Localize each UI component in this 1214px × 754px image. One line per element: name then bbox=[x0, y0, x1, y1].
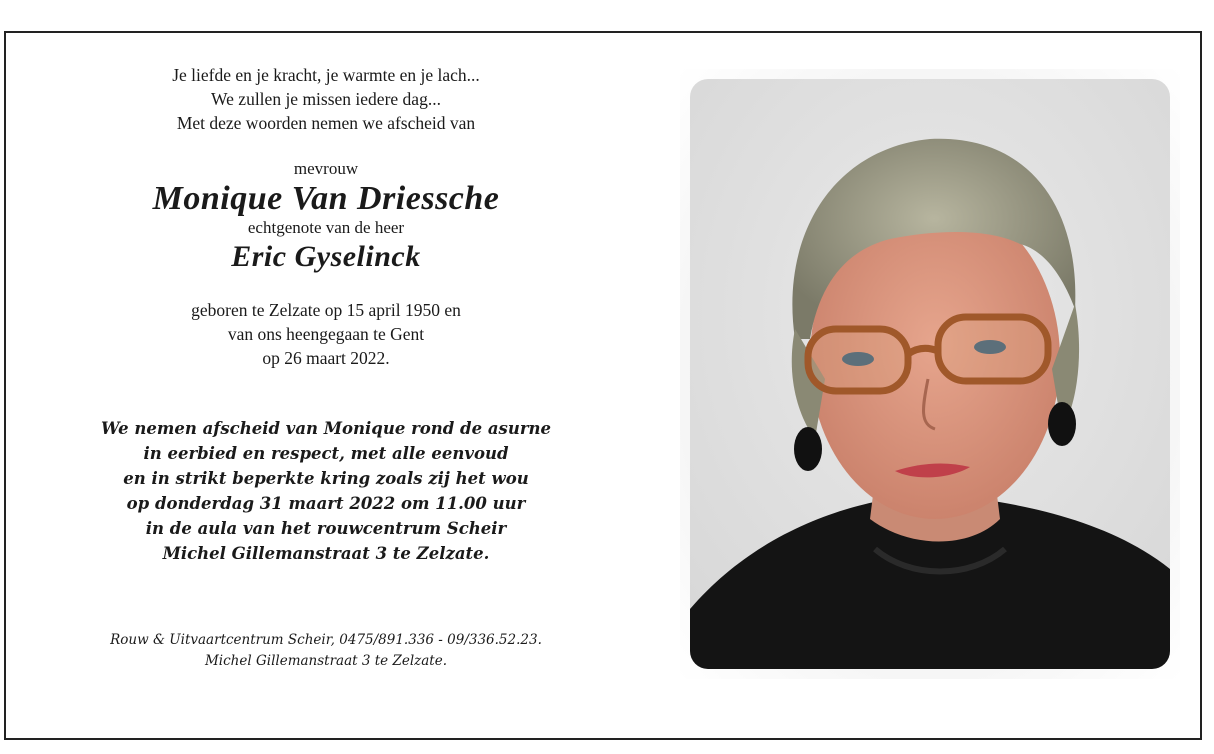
obituary-card bbox=[4, 31, 1202, 740]
intro-verse bbox=[16, 63, 636, 135]
intro-line: Je liefde en je kracht, je warmte en je lach... bbox=[172, 65, 480, 85]
portrait-illustration bbox=[690, 79, 1170, 669]
ceremony-line: en in strikt beperkte kring zoals zij het wou bbox=[123, 469, 529, 488]
ceremony-details bbox=[16, 416, 636, 566]
intro-line: Met deze woorden nemen we afscheid van bbox=[176, 113, 476, 133]
dates-line: op 26 maart 2022. bbox=[262, 348, 390, 368]
spouse-name: Eric Gyselinck bbox=[231, 240, 421, 273]
title-prefix: mevrouw bbox=[293, 159, 359, 178]
dates-line: van ons heengegaan te Gent bbox=[227, 324, 425, 344]
ceremony-line: in eerbied en respect, met alle eenvoud bbox=[143, 444, 509, 463]
footer-line: Michel Gillemanstraat 3 te Zelzate. bbox=[204, 653, 448, 669]
dates-line: geboren te Zelzate op 15 april 1950 en bbox=[191, 300, 461, 320]
spouse-relation: echtgenote van de heer bbox=[247, 218, 405, 237]
portrait-frame bbox=[680, 69, 1180, 679]
ceremony-line: op donderdag 31 maart 2022 om 11.00 uur bbox=[126, 494, 526, 513]
footer-line: Rouw & Uitvaartcentrum Scheir, 0475/891.336 - 09/336.52.23. bbox=[110, 632, 542, 648]
ceremony-line: in de aula van het rouwcentrum Scheir bbox=[145, 519, 507, 538]
ceremony-line: Michel Gillemanstraat 3 te Zelzate. bbox=[162, 544, 490, 563]
funeral-home-footer bbox=[16, 630, 636, 672]
ceremony-line: We nemen afscheid van Monique rond de asurne bbox=[100, 419, 552, 438]
deceased-name: Monique Van Driessche bbox=[152, 180, 500, 217]
portrait-photo bbox=[690, 79, 1170, 669]
life-dates bbox=[16, 298, 636, 370]
intro-line: We zullen je missen iedere dag... bbox=[211, 89, 441, 109]
text-column bbox=[16, 63, 636, 672]
